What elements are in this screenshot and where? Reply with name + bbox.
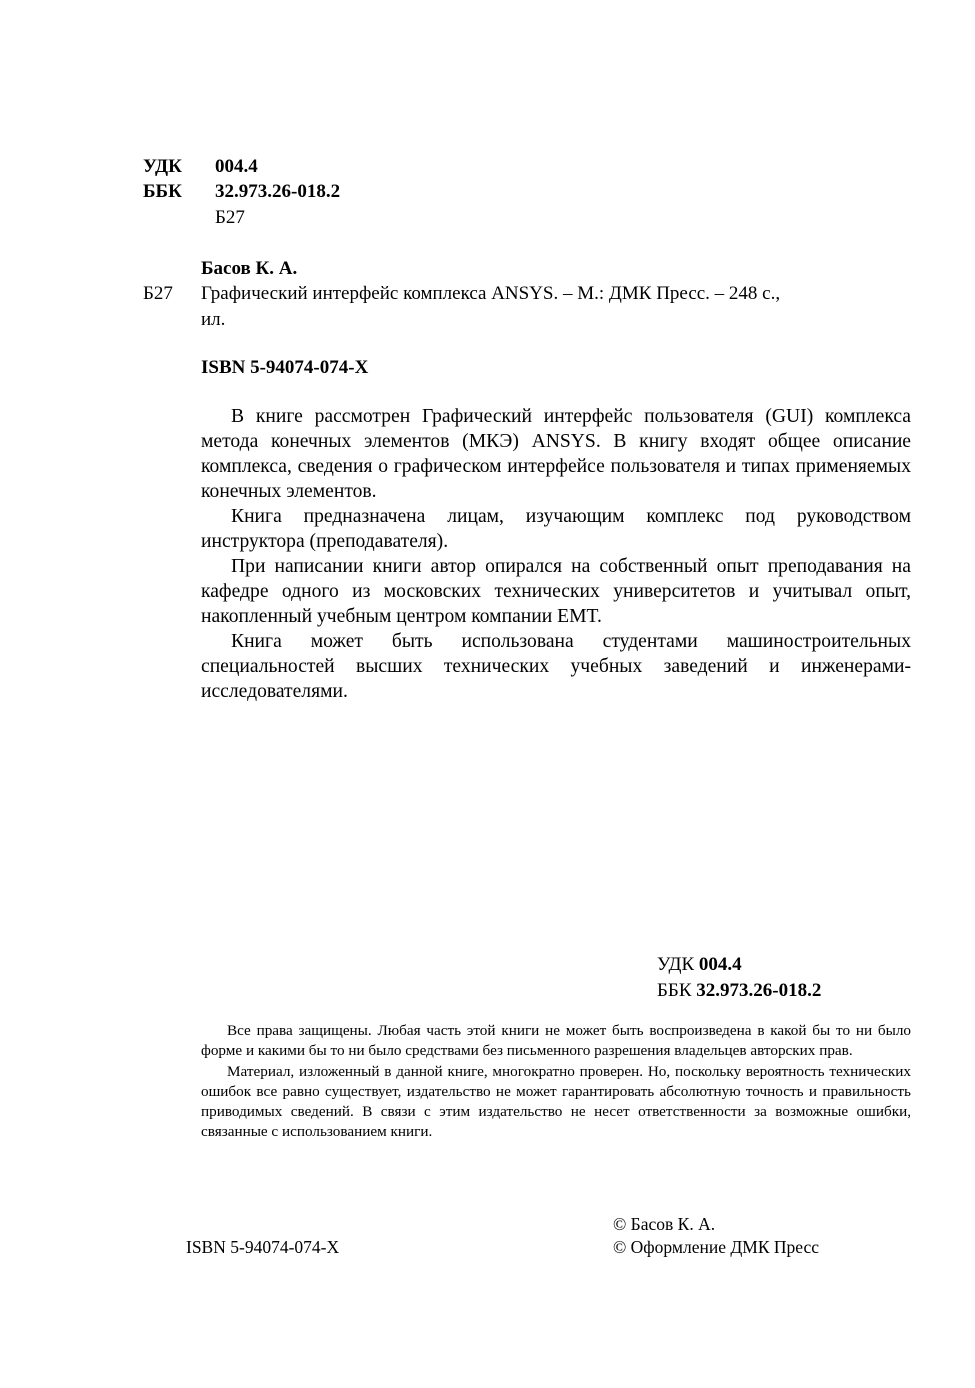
book-title-continuation: ил. bbox=[201, 309, 226, 330]
bbk-code: 32.973.26-018.2 bbox=[215, 181, 341, 202]
bbk-line bbox=[143, 181, 341, 203]
legal-paragraph: Материал, изложенный в данной книге, многократно проверен. Но, поскольку вероятность технических ошибок все равно существует, издательство не может гарантировать абсолютную точность и правильность приводимых сведений. В связи с этим издательство не несет ответственности за возможные ошибки, связанные с использованием книги. bbox=[201, 1062, 911, 1141]
legal-paragraph: Все права защищены. Любая часть этой книги не может быть воспроизведена в какой бы то ни было форме и какими бы то ни было средствами без письменного разрешения владельцев авторских прав. bbox=[201, 1022, 911, 1060]
copyright-author: © Басов К. А. bbox=[613, 1214, 716, 1234]
udk-right-label: УДК bbox=[657, 954, 695, 975]
bbk-right-label: ББК bbox=[657, 980, 692, 1001]
bib-mark: Б27 bbox=[143, 283, 173, 304]
udk-right-code: 004.4 bbox=[698, 954, 742, 975]
copyright-design: © Оформление ДМК Пресс bbox=[613, 1237, 820, 1257]
legal-notice bbox=[201, 1021, 911, 1143]
udk-label: УДК bbox=[143, 156, 182, 177]
udk-line bbox=[143, 156, 258, 178]
annotation-paragraph: Книга предназначена лицам, изучающим комплекс под руководством инструктора (преподавателя). bbox=[201, 506, 911, 552]
udk-right bbox=[657, 954, 742, 976]
annotation-paragraph: При написании книги автор опирался на собственный опыт преподавания на кафедре одного из московских технических университетов и учитывал опыт, накопленный учебным центром компании EMT. bbox=[201, 556, 911, 627]
annotation-paragraph: Книга может быть использована студентами машиностроительных специальностей высших технических учебных заведений и инженерами-исследователями. bbox=[201, 631, 911, 702]
annotation-paragraph: В книге рассмотрен Графический интерфейс пользователя (GUI) комплекса метода конечных элементов (МКЭ) ANSYS. В книгу входят общее описание комплекса, сведения о графическом интерфейсе пользователя и типах применяемых конечных элементов. bbox=[201, 406, 911, 502]
bbk-right-code: 32.973.26-018.2 bbox=[696, 980, 822, 1001]
bbk-label: ББК bbox=[143, 181, 182, 202]
isbn-footer: ISBN 5-94074-074-X bbox=[186, 1237, 340, 1257]
book-title-line: Графический интерфейс комплекса ANSYS. – М.: ДМК Пресс. – 248 с., bbox=[201, 283, 781, 304]
isbn-main: ISBN 5-94074-074-X bbox=[201, 357, 369, 378]
author-mark: Б27 bbox=[215, 207, 245, 228]
udk-code: 004.4 bbox=[215, 156, 258, 177]
annotation bbox=[201, 404, 911, 704]
bbk-right bbox=[657, 980, 821, 1002]
author-name: Басов К. А. bbox=[201, 258, 298, 279]
